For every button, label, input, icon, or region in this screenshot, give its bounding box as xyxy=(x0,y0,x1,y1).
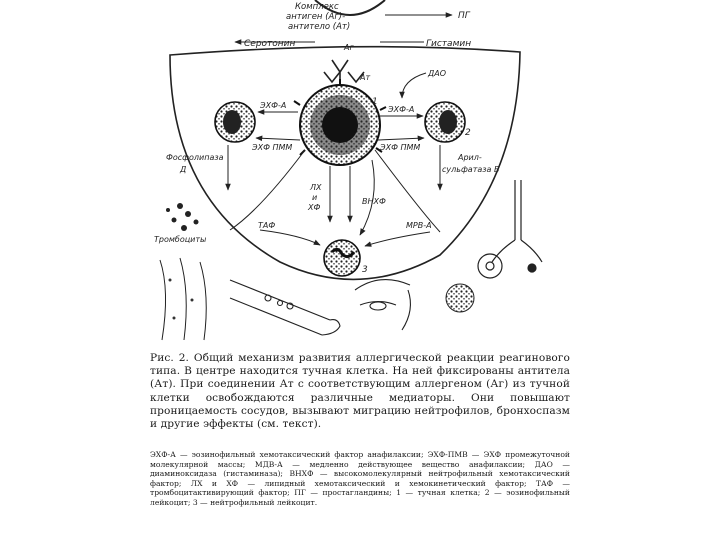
phospholipase-d-label: Д xyxy=(180,165,187,174)
antibody-symbol xyxy=(324,60,364,85)
ehf-pmm-right-label: ЭХФ ПММ xyxy=(380,143,421,152)
mrv-a-label: МРВ-А xyxy=(406,221,432,230)
bronchi-sketch xyxy=(478,180,542,278)
eosinophil-right xyxy=(425,102,465,142)
thrombocytes-cluster xyxy=(166,203,199,231)
lh-label: ЛХ xyxy=(310,183,322,192)
blood-vessel-sketch xyxy=(160,258,206,340)
arylsulfatase-label-2: сульфатаза В xyxy=(442,165,500,174)
dao-label: ДАО xyxy=(428,69,447,78)
flow-left xyxy=(230,150,305,230)
pg-label: ПГ xyxy=(458,11,470,21)
complex-label xyxy=(286,2,350,32)
eosinophil-left xyxy=(215,102,255,142)
legend-text: ЭХФ-А — эозинофильный хемотаксический фактор анафилаксии; ЭХФ-ПМВ — ЭХФ промежуточной молекулярной массы; МДВ-А — медленно действующее вещество анафилаксии; ДАО — диаминоксидаза (гистаминаза); ВНХФ — высокомолекулярный нейтрофильный хемотаксический фактор; ЛХ и ХФ — липидный хемотаксический и хемокинетический фактор; ТАФ — тромбоцитактивирующий фактор; ПГ — простагландины; 1 — тучная клетка; 2 — эозинофильный лейкоцит; 3 — нейтрофильный лейкоцит. xyxy=(150,450,570,507)
arrow-ehf-pmm-left xyxy=(256,138,300,140)
vessel-dots xyxy=(169,279,194,320)
flow-mrv xyxy=(365,232,430,246)
arylsulfatase-label: Арил- xyxy=(458,153,482,162)
mast-cell-number: 1 xyxy=(372,97,378,107)
dao-arrow xyxy=(402,73,426,98)
mast-cell xyxy=(294,79,386,165)
taf-label: ТАФ xyxy=(258,221,276,230)
figure-legend xyxy=(150,450,570,508)
arrow-ehf-pmm-right xyxy=(378,138,424,140)
ehf-a-left-label: ЭХФ-А xyxy=(260,101,287,110)
ehf-pmm-left-label: ЭХФ ПММ xyxy=(252,143,293,152)
vnhf-label: ВНХФ xyxy=(362,197,386,206)
at-label: Ат xyxy=(360,73,371,82)
alveolus-sketch xyxy=(446,284,474,312)
svg-text:антитело (Ат): антитело (Ат) xyxy=(288,22,351,32)
face-swelling-sketch xyxy=(355,280,410,330)
i-label: и xyxy=(312,193,318,202)
phospholipase-label: Фосфолипаза xyxy=(166,153,224,162)
ehf-a-right-label: ЭХФ-А xyxy=(388,105,415,114)
eosinophil-number: 2 xyxy=(465,128,471,138)
hf-label: ХФ xyxy=(308,203,321,212)
histamine-label: Гистамин xyxy=(426,39,472,49)
caption-text: Рис. 2. Общий механизм развития аллергической реакции реагинового типа. В центре находится тучная клетка. На ней фиксированы антитела (Ат). При соединении Ат с соответствующим аллергеном (Аг) из тучной клетки освобождаются различные медиаторы. Они повышают проницаемость сосудов, вызывают миграцию нейтрофилов, бронхоспазм и другие эффекты (см. текст). xyxy=(150,352,570,431)
neutrophil xyxy=(324,240,360,276)
serotonin-label: Серотонин xyxy=(244,39,296,49)
figure-caption xyxy=(150,352,570,431)
arm-with-rash-sketch xyxy=(230,280,340,335)
neutrophil-number: 3 xyxy=(362,265,368,275)
flow-taf xyxy=(260,230,320,245)
svg-text:антиген (Аг)-: антиген (Аг)- xyxy=(286,12,346,22)
allergy-mechanism-diagram xyxy=(140,0,580,348)
svg-text:Комплекс: Комплекс xyxy=(295,2,339,12)
flow-right xyxy=(375,150,440,232)
thrombocytes-label: Тромбоциты xyxy=(154,235,207,244)
ag-label: Аг xyxy=(344,43,354,52)
